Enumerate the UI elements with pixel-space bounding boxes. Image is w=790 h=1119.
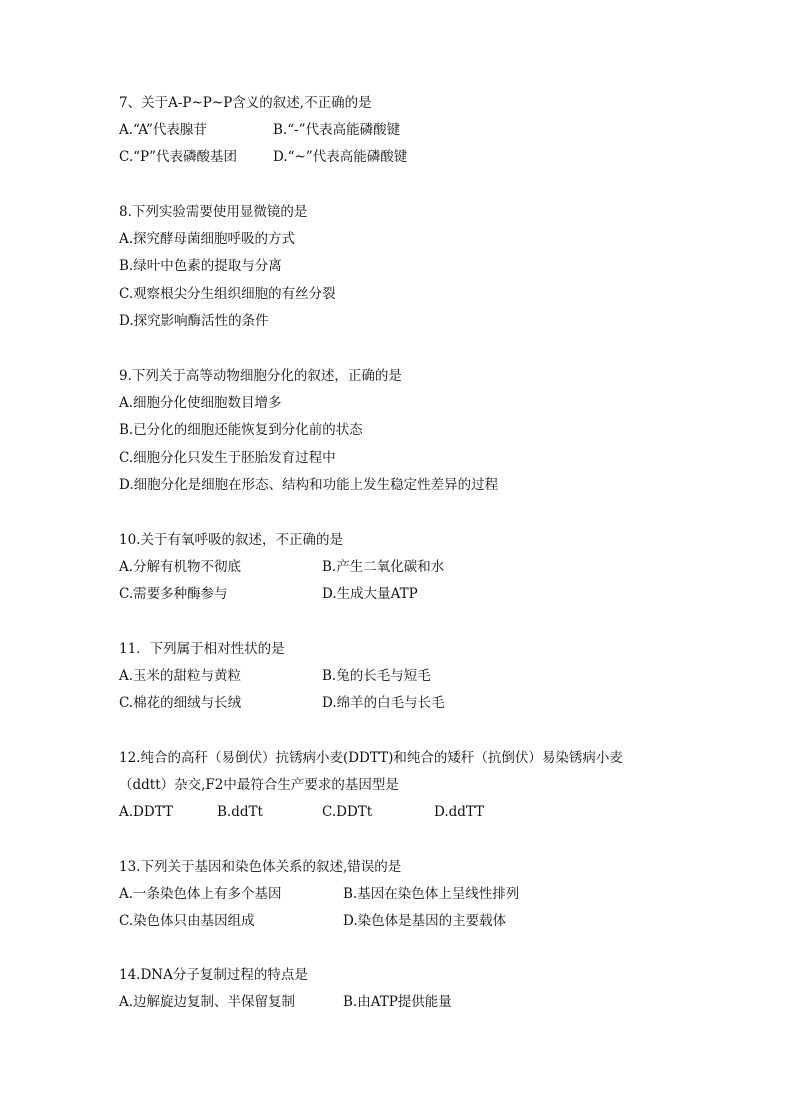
- option-d: D.生成大量ATP: [322, 586, 418, 603]
- option-c: C.观察根尖分生组织细胞的有丝分裂: [119, 285, 336, 302]
- question-stem: 7、关于A-P~P~P含义的叙述,不正确的是: [119, 95, 372, 111]
- option-d: D.“~”代表高能磷酸键: [273, 149, 408, 166]
- option-row: [119, 144, 719, 171]
- option-row: [119, 989, 719, 1016]
- option-row: [119, 554, 719, 581]
- question-12: [119, 745, 719, 827]
- option-c: C.DDTt: [322, 804, 373, 821]
- option-b: B.基因在染色体上呈线性排列: [343, 886, 520, 903]
- option-a: A.“A”代表腺苷: [119, 122, 207, 139]
- option-a: A.DDTT: [119, 804, 173, 821]
- question-9: [119, 363, 719, 499]
- option-c: C.染色体只由基因组成: [119, 913, 255, 930]
- question-stem: 10.关于有氧呼吸的叙述，不正确的是: [119, 532, 343, 548]
- question-stem: 14.DNA分子复制过程的特点是: [119, 967, 308, 983]
- question-stem: 9.下列关于高等动物细胞分化的叙述，正确的是: [119, 368, 402, 384]
- option-row: [119, 581, 719, 608]
- option-b: B.兔的长毛与短毛: [322, 668, 431, 685]
- option-a: A.细胞分化使细胞数目增多: [119, 395, 282, 412]
- option-d: D.绵羊的白毛与长毛: [322, 695, 445, 712]
- option-b: B.由ATP提供能量: [343, 994, 452, 1011]
- option-a: A.边解旋边复制、半保留复制: [119, 994, 296, 1011]
- question-13: [119, 854, 719, 936]
- option-b: B.产生二氧化碳和水: [322, 559, 445, 576]
- option-b: B.绿叶中色素的提取与分离: [119, 258, 282, 275]
- option-row: [119, 117, 719, 144]
- option-d: D.染色体是基因的主要载体: [343, 913, 507, 930]
- option-a: A.玉米的甜粒与黄粒: [119, 668, 242, 685]
- option-a: A.探究酵母菌细胞呼吸的方式: [119, 231, 296, 248]
- question-8: [119, 199, 719, 335]
- question-stem-continued: （ddtt）杂交,F2中最符合生产要求的基因型是: [119, 777, 399, 794]
- option-row: [119, 908, 719, 935]
- option-d: D.细胞分化是细胞在形态、结构和功能上发生稳定性差异的过程: [119, 476, 499, 493]
- question-stem: 11．下列属于相对性状的是: [119, 641, 285, 657]
- option-row: [119, 799, 719, 826]
- option-row: [119, 881, 719, 908]
- option-c: C.“P”代表磷酸基团: [119, 149, 238, 166]
- option-c: C.细胞分化只发生于胚胎发育过程中: [119, 449, 336, 466]
- option-a: A.一条染色体上有多个基因: [119, 886, 282, 903]
- question-11: [119, 636, 719, 718]
- option-b: B.ddTt: [217, 804, 263, 821]
- question-14: [119, 962, 719, 1016]
- question-stem: 13.下列关于基因和染色体关系的叙述,错误的是: [119, 859, 402, 875]
- question-10: [119, 527, 719, 609]
- option-a: A.分解有机物不彻底: [119, 559, 242, 576]
- question-stem: 8.下列实验需要使用显微镜的是: [119, 204, 308, 220]
- option-c: C.棉花的细绒与长绒: [119, 695, 242, 712]
- option-d: D.探究影响酶活性的条件: [119, 312, 269, 329]
- option-d: D.ddTT: [434, 804, 485, 821]
- option-row: [119, 663, 719, 690]
- question-stem: 12.纯合的高秆（易倒伏）抗锈病小麦(DDTT)和纯合的矮秆（抗倒伏）易染锈病小麦: [119, 750, 623, 766]
- option-b: B.“-”代表高能磷酸键: [273, 122, 401, 139]
- option-row: [119, 690, 719, 717]
- option-c: C.需要多种酶参与: [119, 586, 228, 603]
- option-b: B.已分化的细胞还能恢复到分化前的状态: [119, 422, 363, 439]
- question-7: [119, 90, 719, 172]
